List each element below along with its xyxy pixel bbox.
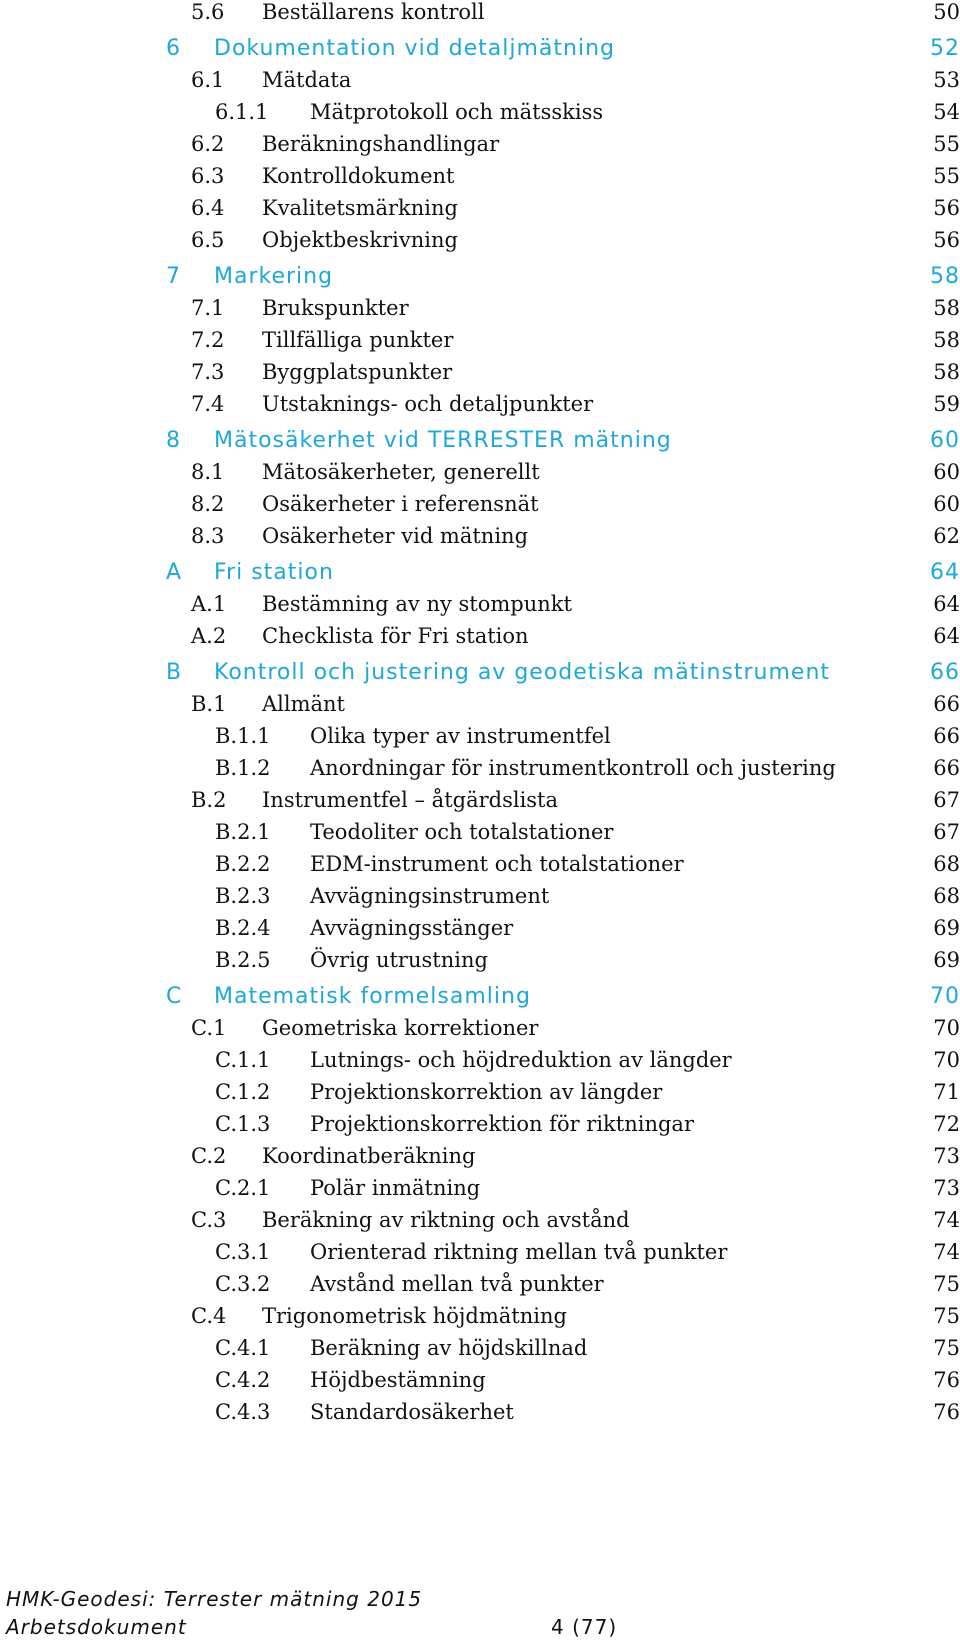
toc-entry-level-2[interactable] bbox=[0, 64, 960, 96]
toc-entry-level-3[interactable] bbox=[0, 1364, 960, 1396]
toc-entry-page-number: 68 bbox=[933, 852, 960, 876]
toc-entry-title: Kontrolldokument bbox=[262, 164, 455, 188]
toc-entry-title: Mätprotokoll och mätsskiss bbox=[310, 100, 604, 124]
toc-entry-level-3[interactable] bbox=[0, 816, 960, 848]
toc-entry-number: C.1.1 bbox=[215, 1048, 271, 1072]
toc-entry-number: C.1 bbox=[191, 1016, 227, 1040]
toc-entry-level-2[interactable] bbox=[0, 620, 960, 652]
toc-entry-number: B.2.4 bbox=[215, 916, 271, 940]
toc-entry-level-3[interactable] bbox=[0, 1396, 960, 1428]
toc-entry-level-2[interactable] bbox=[0, 388, 960, 420]
toc-entry-level-2[interactable] bbox=[0, 488, 960, 520]
toc-entry-number: 8.2 bbox=[191, 492, 225, 516]
toc-entry-page-number: 68 bbox=[933, 884, 960, 908]
toc-entry-title: Utstaknings- och detaljpunkter bbox=[262, 392, 594, 416]
toc-entry-page-number: 66 bbox=[933, 756, 960, 780]
toc-entry-title: Kvalitetsmärkning bbox=[262, 196, 458, 220]
toc-entry-level-2[interactable] bbox=[0, 520, 960, 552]
toc-entry-number: B.2.2 bbox=[215, 852, 271, 876]
toc-entry-title: Projektionskorrektion för riktningar bbox=[310, 1112, 694, 1136]
toc-entry-title: Byggplatspunkter bbox=[262, 360, 453, 384]
toc-entry-page-number: 55 bbox=[933, 164, 960, 188]
toc-entry-page-number: 67 bbox=[933, 788, 960, 812]
toc-entry-page-number: 66 bbox=[930, 660, 960, 685]
toc-entry-page-number: 64 bbox=[930, 560, 960, 585]
toc-entry-title: Bestämning av ny stompunkt bbox=[262, 592, 572, 616]
toc-entry-number: C.1.3 bbox=[215, 1112, 271, 1136]
toc-entry-level-2[interactable] bbox=[0, 192, 960, 224]
toc-entry-level-2[interactable] bbox=[0, 1140, 960, 1172]
toc-entry-level-2[interactable] bbox=[0, 1204, 960, 1236]
toc-entry-level-1[interactable] bbox=[0, 425, 960, 457]
toc-entry-title: Avstånd mellan två punkter bbox=[310, 1272, 604, 1296]
toc-entry-level-2[interactable] bbox=[0, 1012, 960, 1044]
toc-entry-title: Instrumentfel – åtgärdslista bbox=[262, 788, 559, 812]
toc-entry-page-number: 69 bbox=[933, 948, 960, 972]
toc-entry-number: C.4.2 bbox=[215, 1368, 271, 1392]
toc-entry-title: Anordningar för instrumentkontroll och justering bbox=[310, 756, 836, 780]
toc-entry-title: Checklista för Fri station bbox=[262, 624, 529, 648]
toc-entry-page-number: 76 bbox=[933, 1400, 960, 1424]
toc-entry-title: Olika typer av instrumentfel bbox=[310, 724, 611, 748]
toc-entry-number: 7.4 bbox=[191, 392, 225, 416]
footer-document-title: HMK-Geodesi: Terrester mätning 2015 bbox=[6, 1587, 423, 1611]
toc-entry-level-2[interactable] bbox=[0, 160, 960, 192]
toc-entry-level-3[interactable] bbox=[0, 1268, 960, 1300]
toc-entry-title: Beräkning av höjdskillnad bbox=[310, 1336, 588, 1360]
toc-entry-number: 7.1 bbox=[191, 296, 225, 320]
toc-entry-page-number: 54 bbox=[933, 100, 960, 124]
toc-entry-page-number: 58 bbox=[933, 360, 960, 384]
toc-entry-number: C.2.1 bbox=[215, 1176, 271, 1200]
toc-entry-title: Lutnings- och höjdreduktion av längder bbox=[310, 1048, 732, 1072]
toc-entry-title: Osäkerheter i referensnät bbox=[262, 492, 539, 516]
toc-entry-number: B.1 bbox=[191, 692, 227, 716]
toc-entry-level-3[interactable] bbox=[0, 752, 960, 784]
toc-entry-title: Beställarens kontroll bbox=[262, 0, 485, 24]
toc-entry-title: Kontroll och justering av geodetiska mätinstrument bbox=[214, 660, 831, 685]
toc-entry-level-1[interactable] bbox=[0, 557, 960, 589]
footer-document-status: Arbetsdokument bbox=[6, 1615, 187, 1639]
toc-entry-number: 7.3 bbox=[191, 360, 225, 384]
toc-entry-title: Projektionskorrektion av längder bbox=[310, 1080, 663, 1104]
toc-entry-number: B.2 bbox=[191, 788, 227, 812]
toc-entry-level-1[interactable] bbox=[0, 657, 960, 689]
toc-entry-number: C.4.3 bbox=[215, 1400, 271, 1424]
toc-entry-level-3[interactable] bbox=[0, 1076, 960, 1108]
toc-entry-level-3[interactable] bbox=[0, 944, 960, 976]
toc-entry-page-number: 62 bbox=[933, 524, 960, 548]
toc-entry-page-number: 75 bbox=[933, 1272, 960, 1296]
toc-entry-number: 6.3 bbox=[191, 164, 225, 188]
toc-entry-number: 6.4 bbox=[191, 196, 225, 220]
toc-entry-number: 7 bbox=[166, 264, 181, 289]
toc-entry-level-3[interactable] bbox=[0, 880, 960, 912]
toc-entry-number: B.2.5 bbox=[215, 948, 271, 972]
toc-entry-number: C.2 bbox=[191, 1144, 227, 1168]
toc-entry-title: Geometriska korrektioner bbox=[262, 1016, 539, 1040]
toc-entry-number: C.1.2 bbox=[215, 1080, 271, 1104]
toc-entry-level-2[interactable] bbox=[0, 0, 960, 28]
toc-entry-number: 6 bbox=[166, 36, 181, 61]
toc-entry-title: Beräkning av riktning och avstånd bbox=[262, 1208, 630, 1232]
toc-entry-number: 8 bbox=[166, 428, 181, 453]
toc-entry-number: B.1.2 bbox=[215, 756, 271, 780]
toc-entry-number: 6.2 bbox=[191, 132, 225, 156]
toc-entry-title: Dokumentation vid detaljmätning bbox=[214, 36, 615, 61]
toc-entry-page-number: 72 bbox=[933, 1112, 960, 1136]
toc-entry-page-number: 59 bbox=[933, 392, 960, 416]
toc-entry-level-2[interactable] bbox=[0, 292, 960, 324]
toc-entry-number: 6.5 bbox=[191, 228, 225, 252]
toc-entry-page-number: 64 bbox=[933, 592, 960, 616]
toc-entry-number: 6.1.1 bbox=[215, 100, 269, 124]
toc-entry-level-3[interactable] bbox=[0, 1332, 960, 1364]
footer-page-number: 4 (77) bbox=[551, 1615, 618, 1639]
toc-entry-number: B.2.1 bbox=[215, 820, 271, 844]
toc-entry-title: Mätdata bbox=[262, 68, 352, 92]
toc-entry-level-2[interactable] bbox=[0, 128, 960, 160]
toc-entry-title: Övrig utrustning bbox=[310, 948, 488, 972]
toc-entry-title: Teodoliter och totalstationer bbox=[310, 820, 614, 844]
toc-entry-page-number: 74 bbox=[933, 1208, 960, 1232]
toc-entry-level-3[interactable] bbox=[0, 848, 960, 880]
toc-entry-level-3[interactable] bbox=[0, 1108, 960, 1140]
toc-entry-level-1[interactable] bbox=[0, 261, 960, 293]
toc-entry-page-number: 69 bbox=[933, 916, 960, 940]
toc-entry-page-number: 56 bbox=[933, 228, 960, 252]
toc-entry-page-number: 55 bbox=[933, 132, 960, 156]
toc-entry-number: C.3.1 bbox=[215, 1240, 271, 1264]
toc-entry-page-number: 70 bbox=[930, 984, 960, 1009]
toc-entry-page-number: 75 bbox=[933, 1336, 960, 1360]
toc-entry-title: Allmänt bbox=[262, 692, 345, 716]
toc-entry-title: Brukspunkter bbox=[262, 296, 409, 320]
toc-entry-number: 5.6 bbox=[191, 0, 225, 24]
toc-entry-page-number: 73 bbox=[933, 1176, 960, 1200]
toc-entry-number: C.3 bbox=[191, 1208, 227, 1232]
toc-entry-page-number: 60 bbox=[930, 428, 960, 453]
toc-entry-page-number: 52 bbox=[930, 36, 960, 61]
toc-entry-page-number: 71 bbox=[933, 1080, 960, 1104]
toc-entry-page-number: 74 bbox=[933, 1240, 960, 1264]
toc-entry-title: Trigonometrisk höjdmätning bbox=[262, 1304, 567, 1328]
toc-entry-level-2[interactable] bbox=[0, 224, 960, 256]
toc-entry-page-number: 60 bbox=[933, 460, 960, 484]
toc-entry-title: Avvägningsstänger bbox=[310, 916, 514, 940]
toc-entry-level-2[interactable] bbox=[0, 1300, 960, 1332]
toc-entry-title: Objektbeskrivning bbox=[262, 228, 458, 252]
toc-entry-title: Osäkerheter vid mätning bbox=[262, 524, 529, 548]
toc-entry-number: C.3.2 bbox=[215, 1272, 271, 1296]
toc-entry-page-number: 76 bbox=[933, 1368, 960, 1392]
toc-entry-level-3[interactable] bbox=[0, 1236, 960, 1268]
toc-entry-page-number: 66 bbox=[933, 692, 960, 716]
toc-entry-title: Polär inmätning bbox=[310, 1176, 481, 1200]
toc-entry-page-number: 53 bbox=[933, 68, 960, 92]
toc-entry-title: Standardosäkerhet bbox=[310, 1400, 514, 1424]
toc-entry-level-2[interactable] bbox=[0, 588, 960, 620]
toc-entry-number: A.1 bbox=[191, 592, 227, 616]
toc-entry-page-number: 50 bbox=[933, 0, 960, 24]
toc-entry-title: Höjdbestämning bbox=[310, 1368, 486, 1392]
toc-entry-number: C bbox=[166, 984, 183, 1009]
toc-entry-page-number: 64 bbox=[933, 624, 960, 648]
toc-entry-title: Markering bbox=[214, 264, 334, 289]
toc-entry-level-2[interactable] bbox=[0, 324, 960, 356]
toc-entry-title: Beräkningshandlingar bbox=[262, 132, 500, 156]
toc-entry-page-number: 66 bbox=[933, 724, 960, 748]
toc-entry-title: EDM-instrument och totalstationer bbox=[310, 852, 684, 876]
toc-entry-number: C.4.1 bbox=[215, 1336, 271, 1360]
toc-entry-title: Fri station bbox=[214, 560, 334, 585]
toc-entry-number: C.4 bbox=[191, 1304, 227, 1328]
toc-entry-title: Avvägningsinstrument bbox=[310, 884, 550, 908]
toc-entry-level-1[interactable] bbox=[0, 33, 960, 65]
toc-entry-number: 7.2 bbox=[191, 328, 225, 352]
toc-entry-page-number: 70 bbox=[933, 1016, 960, 1040]
toc-entry-level-3[interactable] bbox=[0, 1044, 960, 1076]
toc-entry-level-2[interactable] bbox=[0, 688, 960, 720]
toc-entry-page-number: 58 bbox=[933, 328, 960, 352]
toc-entry-level-3[interactable] bbox=[0, 720, 960, 752]
toc-entry-page-number: 58 bbox=[930, 264, 960, 289]
toc-entry-page-number: 56 bbox=[933, 196, 960, 220]
toc-entry-level-2[interactable] bbox=[0, 784, 960, 816]
toc-entry-level-2[interactable] bbox=[0, 456, 960, 488]
toc-entry-level-2[interactable] bbox=[0, 356, 960, 388]
toc-entry-title: Mätosäkerheter, generellt bbox=[262, 460, 540, 484]
toc-entry-level-3[interactable] bbox=[0, 96, 960, 128]
toc-entry-number: 8.1 bbox=[191, 460, 225, 484]
toc-entry-number: B.2.3 bbox=[215, 884, 271, 908]
toc-entry-title: Tillfälliga punkter bbox=[262, 328, 454, 352]
toc-entry-number: 8.3 bbox=[191, 524, 225, 548]
toc-entry-level-3[interactable] bbox=[0, 912, 960, 944]
toc-entry-title: Matematisk formelsamling bbox=[214, 984, 531, 1009]
toc-entry-page-number: 67 bbox=[933, 820, 960, 844]
toc-entry-level-3[interactable] bbox=[0, 1172, 960, 1204]
toc-entry-level-1[interactable] bbox=[0, 981, 960, 1013]
toc-entry-title: Koordinatberäkning bbox=[262, 1144, 476, 1168]
toc-entry-page-number: 75 bbox=[933, 1304, 960, 1328]
toc-entry-number: B bbox=[166, 660, 183, 685]
toc-entry-number: A bbox=[166, 560, 183, 585]
toc-entry-page-number: 60 bbox=[933, 492, 960, 516]
toc-entry-page-number: 70 bbox=[933, 1048, 960, 1072]
toc-entry-title: Orienterad riktning mellan två punkter bbox=[310, 1240, 728, 1264]
toc-entry-number: A.2 bbox=[191, 624, 227, 648]
toc-entry-number: B.1.1 bbox=[215, 724, 271, 748]
toc-entry-page-number: 58 bbox=[933, 296, 960, 320]
toc-entry-title: Mätosäkerhet vid TERRESTER mätning bbox=[214, 428, 672, 453]
toc-entry-page-number: 73 bbox=[933, 1144, 960, 1168]
toc-entry-number: 6.1 bbox=[191, 68, 225, 92]
